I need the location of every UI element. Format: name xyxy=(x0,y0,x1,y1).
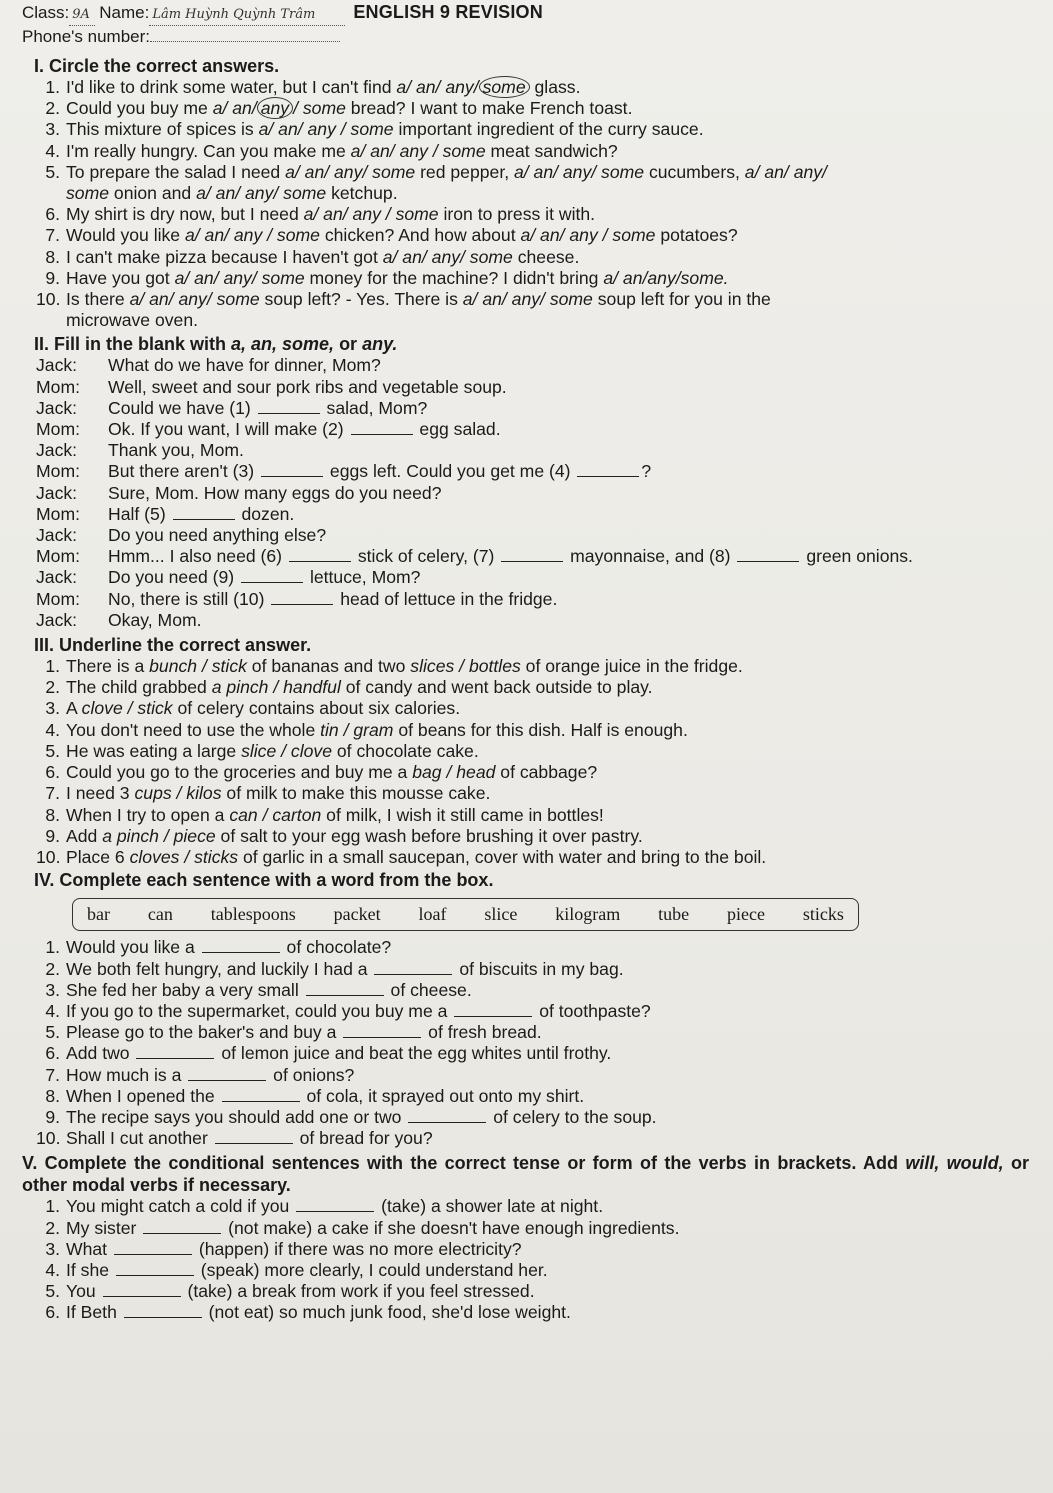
answer-blank[interactable] xyxy=(343,1023,421,1038)
circled-answer: some xyxy=(479,76,530,98)
dialogue-line: Jack: Do you need anything else? xyxy=(36,525,327,546)
section-3-title: III. Underline the correct answer. xyxy=(34,635,312,656)
s1-item-9: 9. Have you got a/ an/ any/ some money for the machine? I didn't bring a/ an/any/some. xyxy=(45,267,729,288)
blank-4[interactable] xyxy=(577,462,639,477)
answer-blank[interactable] xyxy=(454,1002,532,1017)
phone-field xyxy=(150,29,340,42)
s4-item-9: 9. The recipe says you should add one or two of celery to the soup. xyxy=(45,1106,657,1127)
blank-7[interactable] xyxy=(501,547,563,562)
s4-item-10: 10. Shall I cut another of bread for you? xyxy=(36,1128,433,1149)
s3-item-8: 8. When I try to open a can / carton of milk, I wish it still came in bottles! xyxy=(45,804,604,825)
s4-item-3: 3. She fed her baby a very small of cheese. xyxy=(45,979,472,1000)
answer-blank[interactable] xyxy=(136,1044,214,1059)
answer-blank[interactable] xyxy=(124,1303,202,1318)
header-row-2 xyxy=(22,26,1039,47)
dialogue-line: Jack: Thank you, Mom. xyxy=(36,440,244,461)
answer-blank[interactable] xyxy=(188,1066,266,1081)
dialogue-line: Mom: No, there is still (10) head of lettuce in the fridge. xyxy=(36,588,558,609)
answer-blank[interactable] xyxy=(296,1197,374,1212)
answer-blank[interactable] xyxy=(222,1087,300,1102)
section-4-list xyxy=(22,937,1039,1149)
word-box-item: slice xyxy=(484,904,518,925)
s3-item-10: 10. Place 6 cloves / sticks of garlic in a small saucepan, cover with water and bring to the boil. xyxy=(36,846,767,867)
s1-item-4: 4. I'm really hungry. Can you make me a/ an/ any / some meat sandwich? xyxy=(45,140,618,161)
s1-item-3: 3. This mixture of spices is a/ an/ any / some important ingredient of the curry sauce. xyxy=(45,119,704,140)
section-3-list xyxy=(22,656,1039,868)
dialogue-line: Mom: Half (5) dozen. xyxy=(36,503,295,524)
s3-item-2: 2. The child grabbed a pinch / handful of candy and went back outside to play. xyxy=(45,677,653,698)
s1-item-7: 7. Would you like a/ an/ any / some chicken? And how about a/ an/ any / some potatoes? xyxy=(45,225,738,246)
s5-item-2: 2. My sister (not make) a cake if she doesn't have enough ingredients. xyxy=(45,1217,680,1238)
s5-item-5: 5. You (take) a break from work if you feel stressed. xyxy=(45,1281,535,1302)
answer-blank[interactable] xyxy=(116,1261,194,1276)
s1-item-6: 6. My shirt is dry now, but I need a/ an/ any / some iron to press it with. xyxy=(45,204,596,225)
s3-item-3: 3. A clove / stick of celery contains about six calories. xyxy=(45,698,461,719)
s1-item-8: 8. I can't make pizza because I haven't got a/ an/ any/ some cheese. xyxy=(45,246,580,267)
name-value: Lâm Huỳnh Quỳnh Trâm xyxy=(149,4,345,26)
s1-item-10: 10. Is there a/ an/ any/ some soup left? - Yes. There is a/ an/ any/ some soup left for you in the microwave oven. xyxy=(36,289,771,331)
s4-item-8: 8. When I opened the of cola, it sprayed out onto my shirt. xyxy=(45,1085,585,1106)
answer-blank[interactable] xyxy=(143,1219,221,1234)
s3-item-6: 6. Could you go to the groceries and buy me a bag / head of cabbage? xyxy=(45,762,598,783)
answer-blank[interactable] xyxy=(202,938,280,953)
circled-answer: any xyxy=(257,97,293,119)
s4-item-7: 7. How much is a of onions? xyxy=(45,1064,355,1085)
answer-blank[interactable] xyxy=(103,1282,181,1297)
dialogue-line: Mom: Hmm... I also need (6) stick of celery, (7) mayonnaise, and (8) green onions. xyxy=(36,546,913,567)
word-box-item: kilogram xyxy=(555,904,621,925)
answer-blank[interactable] xyxy=(306,981,384,996)
worksheet-header xyxy=(22,2,1039,48)
word-box-item: tube xyxy=(658,904,690,925)
s4-item-2: 2. We both felt hungry, and luckily I had a of biscuits in my bag. xyxy=(45,958,624,979)
dialogue-line: Jack: What do we have for dinner, Mom? xyxy=(36,355,381,376)
dialogue-line: Mom: Ok. If you want, I will make (2) egg salad. xyxy=(36,419,501,440)
blank-1[interactable] xyxy=(258,399,320,414)
word-box xyxy=(72,898,859,931)
s4-item-6: 6. Add two of lemon juice and beat the egg whites until frothy. xyxy=(45,1043,612,1064)
s5-item-3: 3. What (happen) if there was no more electricity? xyxy=(45,1238,522,1259)
header-row-1 xyxy=(22,2,1039,26)
class-label: Class: xyxy=(22,3,70,22)
answer-blank[interactable] xyxy=(114,1240,192,1255)
blank-8[interactable] xyxy=(737,547,799,562)
s3-item-5: 5. He was eating a large slice / clove of chocolate cake. xyxy=(45,740,479,761)
answer-blank[interactable] xyxy=(408,1108,486,1123)
phone-label: Phone's number: xyxy=(22,27,150,47)
s3-item-7: 7. I need 3 cups / kilos of milk to make this mousse cake. xyxy=(45,783,491,804)
section-5-title: V. Complete the conditional sentences with the correct tense or form of the verbs in brackets. Add will, would, or other modal verbs if necessary. xyxy=(22,1153,1029,1196)
answer-blank[interactable] xyxy=(374,960,452,975)
s1-item-1: 1. I'd like to drink some water, but I can't find a/ an/ any/ some glass. xyxy=(45,77,581,97)
section-2-dialogue xyxy=(22,355,1039,631)
name-label: Name: xyxy=(99,3,150,22)
section-4-title: IV. Complete each sentence with a word from the box. xyxy=(34,870,494,891)
s3-item-4: 4. You don't need to use the whole tin / gram of beans for this dish. Half is enough. xyxy=(45,719,688,740)
word-box-item: loaf xyxy=(418,904,447,925)
dialogue-line: Mom: But there aren't (3) eggs left. Could you get me (4) ? xyxy=(36,461,652,482)
s1-item-5: 5. To prepare the salad I need a/ an/ any/ some red pepper, a/ an/ any/ some cucumbers, a/ an/ any/ some onion and a/ an/ any/ some ketchup. xyxy=(45,161,827,204)
word-box-item: can xyxy=(147,904,173,925)
blank-3[interactable] xyxy=(261,462,323,477)
blank-10[interactable] xyxy=(271,590,333,605)
word-box-item: tablespoons xyxy=(210,904,296,925)
section-5-list xyxy=(22,1196,1039,1323)
s3-item-9: 9. Add a pinch / piece of salt to your egg wash before brushing it over pastry. xyxy=(45,825,643,846)
s1-item-2: 2. Could you buy me a/ an/ any / some bread? I want to make French toast. xyxy=(45,98,633,119)
section-1-title: I. Circle the correct answers. xyxy=(34,56,280,76)
word-box-item: packet xyxy=(333,904,381,925)
word-box-item: sticks xyxy=(802,904,844,925)
class-value: 9A xyxy=(69,4,95,26)
dialogue-line: Jack: Okay, Mom. xyxy=(36,609,202,630)
blank-5[interactable] xyxy=(173,505,235,520)
answer-blank[interactable] xyxy=(215,1129,293,1144)
s3-item-1: 1. There is a bunch / stick of bananas and two slices / bottles of orange juice in the fridge. xyxy=(45,656,743,677)
s4-item-1: 1. Would you like a of chocolate? xyxy=(45,937,392,958)
dialogue-line: Mom: Well, sweet and sour pork ribs and vegetable soup. xyxy=(36,376,507,397)
s5-item-6: 6. If Beth (not eat) so much junk food, she'd lose weight. xyxy=(45,1302,571,1323)
s5-item-1: 1. You might catch a cold if you (take) a shower late at night. xyxy=(45,1196,604,1217)
s4-item-4: 4. If you go to the supermarket, could you buy me a of toothpaste? xyxy=(45,1000,651,1021)
blank-2[interactable] xyxy=(351,420,413,435)
blank-6[interactable] xyxy=(289,547,351,562)
s5-item-4: 4. If she (speak) more clearly, I could understand her. xyxy=(45,1259,548,1280)
word-box-item: piece xyxy=(727,904,766,925)
dialogue-line: Jack: Sure, Mom. How many eggs do you need? xyxy=(36,482,442,503)
s4-item-5: 5. Please go to the baker's and buy a of fresh bread. xyxy=(45,1022,542,1043)
dialogue-line: Jack: Could we have (1) salad, Mom? xyxy=(36,397,428,418)
section-2-title: II. Fill in the blank with a, an, some, or any. xyxy=(34,334,398,355)
blank-9[interactable] xyxy=(241,568,303,583)
section-1-list xyxy=(22,77,1039,331)
document-title: ENGLISH 9 REVISION xyxy=(353,2,543,22)
word-box-item: bar xyxy=(87,904,110,925)
dialogue-line: Jack: Do you need (9) lettuce, Mom? xyxy=(36,567,421,588)
